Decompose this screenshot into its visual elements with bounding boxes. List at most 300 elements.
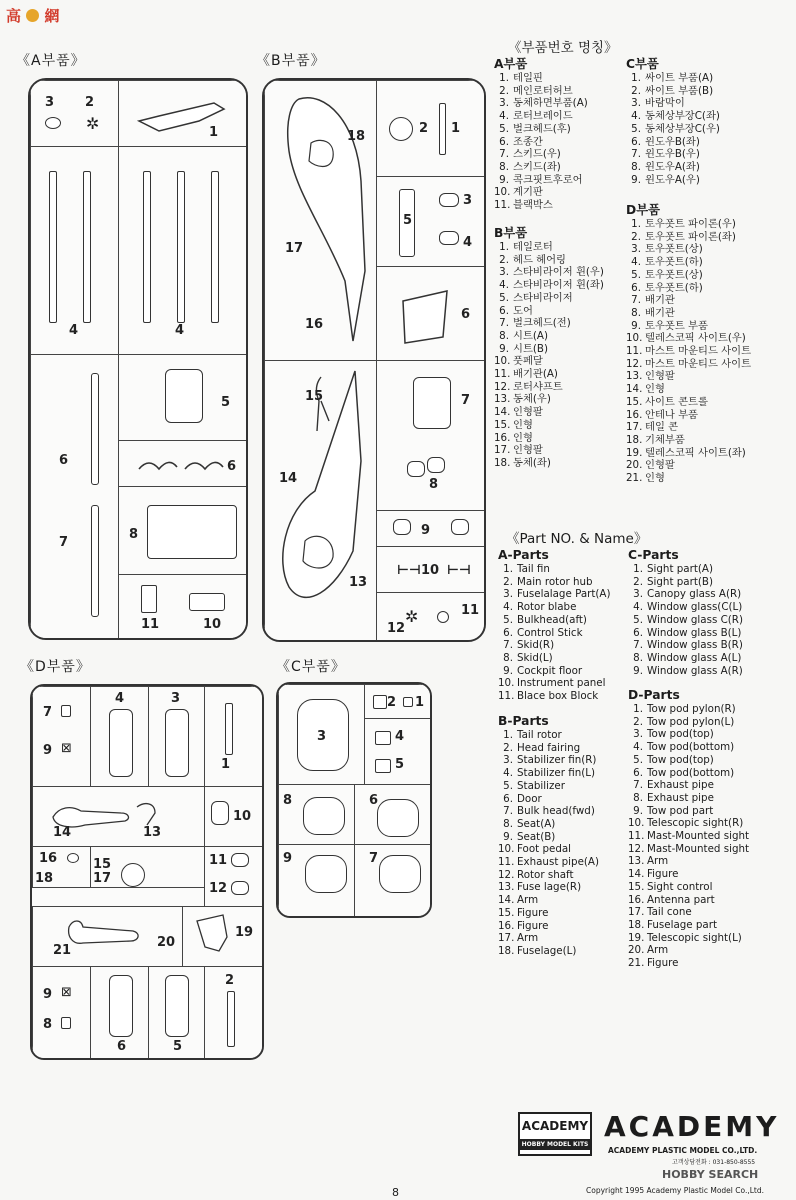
list-item-number: 11. (626, 345, 643, 358)
english-part-item (498, 639, 610, 652)
list-item-number: 3. (499, 266, 509, 279)
list-item-label: Tow pod pylon(R) (647, 703, 736, 715)
telescopic-sight-part (231, 881, 249, 895)
section-c-title: 《C부품》 (276, 659, 346, 675)
list-item-label: Tail fin (517, 563, 550, 575)
tow-pod-part (165, 709, 189, 777)
part-number: 8 (283, 793, 293, 808)
list-item-number: 11. (628, 830, 645, 843)
skid-part (91, 373, 99, 485)
list-item-label: Foot pedal (517, 843, 572, 856)
english-part-item (498, 881, 599, 894)
list-item-number: 1. (631, 218, 641, 230)
list-item-number: 10. (498, 677, 515, 690)
english-part-item (628, 894, 749, 907)
korean-part-item (626, 396, 751, 409)
sprue-b (262, 78, 486, 642)
list-item-number: 6. (503, 626, 513, 639)
list-item-number: 3. (499, 97, 509, 110)
korean-part-item (626, 174, 720, 187)
korean-part-item (626, 307, 751, 320)
english-part-item (628, 843, 749, 856)
korean-part-item (626, 97, 720, 110)
list-item-number: 10. (626, 332, 643, 345)
foot-pedal-part: ⊢⊣ (397, 563, 421, 578)
black-box-part (141, 585, 157, 613)
part-number: 7 (43, 705, 53, 720)
part-number: 3 (45, 95, 55, 110)
part-number: 11 (209, 853, 228, 868)
english-part-item (628, 741, 749, 754)
list-item-label: 메인로터허브 (513, 84, 573, 97)
english-part-item (628, 703, 749, 716)
sprue-b-cell (376, 80, 486, 178)
tow-pod-part (109, 709, 133, 777)
part-number: 10 (203, 617, 222, 632)
list-item-number: 15. (628, 880, 645, 893)
list-item-number: 8. (503, 817, 513, 830)
list-header: A부품 (494, 57, 528, 71)
korean-part-item (626, 136, 720, 149)
list-item-label: 벌크헤드(후) (513, 122, 571, 135)
list-item-number: 11. (498, 690, 515, 703)
list-item-number: 9. (499, 342, 509, 355)
part-number: 10 (421, 563, 440, 578)
sprue-d-cell (32, 966, 92, 1060)
list-item-label: 배기관 (645, 294, 675, 307)
sight-part-a (373, 695, 387, 709)
list-item-number: 21. (628, 957, 645, 970)
list-item-label: Tail rotor (517, 729, 562, 741)
bulkhead-aft-part (165, 369, 203, 423)
list-item-number: 5. (631, 122, 641, 135)
english-part-item (628, 576, 743, 589)
list-item-label: Window glass B(R) (647, 639, 743, 652)
list-item-label: 인형 (645, 383, 665, 396)
korean-part-item (494, 381, 604, 394)
page-number: 8 (392, 1186, 399, 1199)
tow-pod-pylon-part (227, 991, 235, 1047)
hobby-search-text: HOBBY SEARCH (662, 1168, 759, 1181)
part-number: 20 (157, 935, 176, 950)
list-item-label: Arm (647, 855, 669, 868)
list-item-number: 2. (503, 575, 513, 588)
part-number: 1 (221, 757, 231, 772)
list-item-number: 11. (498, 856, 515, 869)
watermark-char: 高 (6, 7, 22, 25)
list-item-number: 11. (494, 199, 511, 212)
antenna-part (67, 853, 79, 863)
list-header: B-Parts (498, 714, 549, 728)
sprue-b-cell (264, 80, 378, 362)
list-item-label: Stabilizer fin(L) (517, 767, 596, 780)
part-number: 2 (387, 695, 397, 710)
korean-part-item (626, 148, 720, 161)
korean-part-item (494, 393, 604, 406)
sprue-a-cell (30, 146, 120, 356)
list-header: D부품 (626, 203, 660, 217)
part-number: 4 (69, 323, 79, 338)
part-number: 15 (93, 857, 112, 872)
sprue-b-cell (264, 360, 378, 642)
list-item-number: 8. (499, 329, 509, 342)
korean-part-item (626, 332, 751, 345)
part-number: 8 (43, 1017, 53, 1032)
list-item-number: 14. (494, 406, 511, 419)
list-item-label: 동체(우) (513, 393, 551, 406)
list-item-label: 인형팔 (645, 370, 675, 383)
sprue-a-cell (118, 146, 248, 356)
tow-pod-part (165, 975, 189, 1037)
list-item-number: 16. (628, 893, 645, 906)
list-item-number: 5. (503, 779, 513, 792)
sprue-b-cell (376, 592, 486, 642)
list-item-number: 13. (626, 370, 643, 383)
list-item-label: 텔레스코픽 사이트(좌) (645, 446, 746, 459)
list-item-number: 18. (626, 433, 643, 446)
list-item-number: 1. (633, 703, 643, 715)
korean-part-item (626, 218, 751, 231)
company-contact: 고객상담전화 : 031-850-8555 (672, 1159, 756, 1166)
part-number: 12 (209, 881, 228, 896)
list-item-label: 로터브레이드 (513, 110, 573, 123)
mast-mounted-sight-part (121, 863, 145, 887)
list-item-number: 9. (631, 173, 641, 186)
cockpit-floor-part (147, 505, 237, 559)
seat-part (407, 461, 425, 477)
korean-part-item (626, 110, 720, 123)
list-item-label: Antenna part (647, 893, 715, 906)
list-item-number: 5. (499, 291, 509, 304)
list-item-label: 토우폿트(하) (645, 256, 703, 269)
korean-part-item (494, 241, 604, 254)
english-part-item (498, 627, 610, 640)
english-part-item (628, 817, 749, 830)
list-item-label: Window glass(C(L) (647, 601, 743, 614)
sight-control-part (211, 801, 229, 825)
list-item-label: Main rotor hub (517, 575, 593, 588)
list-item-label: 텔레스코픽 사이트(우) (645, 332, 746, 345)
bulkhead-part (45, 117, 61, 129)
sprue-c (276, 682, 432, 918)
list-item-number: 6. (631, 135, 641, 148)
academy-big-logo: ACADEMY (604, 1110, 780, 1143)
list-item-label: 테일로터 (513, 241, 553, 253)
english-part-item (498, 690, 610, 703)
list-item-number: 2. (499, 253, 509, 266)
list-item-label: Tow pod(top) (647, 728, 714, 741)
list-item-number: 15. (626, 395, 643, 408)
list-item-number: 14. (498, 894, 515, 907)
list-header: C-Parts (628, 548, 679, 562)
english-part-item (498, 563, 610, 576)
sprue-a-cell (118, 354, 248, 442)
korean-part-item (494, 174, 588, 187)
rotor-blade-part (143, 171, 151, 323)
sprue-d-cell (204, 966, 264, 1060)
company-name: ACADEMY PLASTIC MODEL CO.,LTD. (608, 1146, 758, 1155)
part-number: 8 (129, 527, 139, 542)
list-item-number: 11. (494, 368, 511, 381)
list-item-label: 스타비라이저 휜(좌) (513, 279, 604, 292)
korean-part-item (494, 110, 588, 123)
part-number: 5 (395, 757, 405, 772)
korean-part-item (626, 383, 751, 396)
sprue-d-cell (32, 686, 92, 788)
sprue-d-cell (90, 846, 206, 888)
list-item-number: 16. (498, 919, 515, 932)
list-item-label: 스키드(우) (513, 148, 561, 161)
list-item-label: 배기관(A) (513, 368, 558, 381)
part-number: 7 (59, 535, 69, 550)
sprue-b-cell (376, 546, 486, 594)
korean-part-item (626, 282, 751, 295)
sprue-b-cell (376, 266, 486, 362)
list-item-label: Exhaust pipe (647, 791, 714, 804)
list-item-number: 7. (633, 779, 643, 792)
list-item-label: Fuselage(L) (517, 944, 577, 957)
korean-part-item (626, 231, 751, 244)
list-item-label: Tow pod(bottom) (647, 766, 735, 779)
list-item-label: Seat(B) (517, 830, 556, 843)
list-item-label: 동체하면부품(A) (513, 97, 588, 110)
list-item-number: 21. (626, 472, 643, 485)
english-part-item (498, 932, 599, 945)
list-item-number: 2. (631, 84, 641, 97)
list-item-number: 3. (633, 728, 643, 741)
english-list-d (628, 688, 749, 970)
rotor-blade-part (83, 171, 91, 323)
part-number: 6 (59, 453, 69, 468)
exhaust-pipe-part (61, 705, 71, 717)
part-number: 19 (235, 925, 254, 940)
part-number: 18 (347, 129, 366, 144)
sprue-b-cell (376, 360, 486, 512)
rotor-blade-part (49, 171, 57, 323)
list-item-label: 사이트 콘트롤 (645, 395, 708, 408)
list-item-number: 1. (499, 241, 509, 253)
section-a-title: 《A부품》 (16, 53, 86, 69)
korean-part-item (626, 345, 751, 358)
list-item-number: 17. (498, 932, 515, 945)
sprue-d (30, 684, 264, 1060)
list-item-label: 배기관 (645, 306, 675, 319)
part-number: 3 (171, 691, 181, 706)
sprue-c-cell (364, 718, 432, 786)
part-number: 3 (463, 193, 473, 208)
sprue-d-cell (90, 686, 150, 788)
bulkhead-fwd-part (413, 377, 451, 429)
list-item-label: Stabilizer (517, 779, 565, 792)
list-item-label: Arm (647, 944, 669, 957)
korean-part-item (494, 186, 588, 199)
korean-part-item (494, 136, 588, 149)
list-item-number: 20. (626, 459, 643, 472)
english-part-item (628, 563, 743, 576)
list-item-number: 8. (633, 791, 643, 804)
english-list-title: 《Part NO. & Name》 (506, 531, 648, 547)
english-part-item (498, 588, 610, 601)
part-number: 10 (233, 809, 252, 824)
tail-rotor-part (439, 103, 446, 155)
korean-part-item (494, 292, 604, 305)
list-item-label: 바람막이 (645, 97, 685, 110)
list-item-number: 8. (631, 160, 641, 173)
english-part-item (628, 944, 749, 957)
korean-part-item (626, 409, 751, 422)
part-number: 5 (221, 395, 231, 410)
sprue-a-cell (30, 80, 120, 148)
sprue-a (28, 78, 248, 640)
list-item-number: 8. (499, 160, 509, 173)
list-item-label: 윈도우A(좌) (645, 160, 700, 173)
list-item-number: 6. (499, 135, 509, 148)
list-item-label: Telescopic sight(L) (647, 931, 742, 944)
list-item-label: Mast-Mounted sight (647, 842, 750, 855)
list-item-number: 10. (498, 843, 515, 856)
list-item-number: 17. (494, 444, 511, 457)
part-number: 16 (39, 851, 58, 866)
copyright: Copyright 1995 Academy Plastic Model Co.,Ltd. (586, 1186, 764, 1195)
korean-part-item (494, 305, 604, 318)
list-item-number: 6. (631, 281, 641, 294)
sprue-d-cell (32, 786, 206, 848)
tow-pod-pylon-part (225, 703, 233, 755)
list-item-label: 인형 (513, 418, 533, 431)
list-item-label: 블랙박스 (513, 199, 553, 212)
korean-part-item (494, 148, 588, 161)
academy-small-logo (518, 1112, 592, 1156)
english-part-item (628, 792, 749, 805)
list-item-label: 동체상부장C(우) (645, 122, 720, 135)
list-item-number: 1. (633, 563, 643, 575)
list-item-label: Figure (517, 906, 549, 919)
coin-icon (26, 9, 39, 22)
list-item-number: 18. (628, 918, 645, 931)
list-item-label: Bulkhead(aft) (517, 613, 587, 626)
part-number: 5 (403, 213, 413, 228)
list-item-number: 12. (498, 868, 515, 881)
korean-part-item (626, 421, 751, 434)
part-number: 17 (285, 241, 304, 256)
english-part-item (498, 894, 599, 907)
list-item-number: 6. (633, 766, 643, 779)
english-part-item (498, 614, 610, 627)
english-part-item (498, 843, 599, 856)
list-item-label: Bulk head(fwd) (517, 805, 595, 818)
head-fairing-part (389, 117, 413, 141)
instrument-panel-part (189, 593, 225, 611)
list-item-label: 도어 (513, 304, 533, 317)
list-item-label: Window glass A(R) (647, 664, 743, 677)
english-part-item (498, 780, 599, 793)
list-item-label: 마스트 마운티드 사이트 (645, 345, 752, 358)
star-part: ✲ (86, 114, 100, 133)
sprue-c-cell (354, 844, 432, 918)
list-item-label: 스타비라이저 휜(우) (513, 266, 604, 279)
part-number: 14 (279, 471, 298, 486)
list-item-number: 19. (628, 931, 645, 944)
list-item-label: Mast-Mounted sight (647, 830, 750, 843)
list-item-number: 5. (631, 268, 641, 281)
english-part-item (628, 639, 743, 652)
list-item-number: 6. (633, 626, 643, 639)
list-item-number: 4. (503, 601, 513, 614)
list-item-label: Figure (517, 919, 549, 932)
korean-part-item (494, 123, 588, 136)
part-number: 2 (225, 973, 235, 988)
korean-part-item (494, 279, 604, 292)
list-item-number: 12. (628, 842, 645, 855)
list-item-number: 4. (633, 741, 643, 754)
list-item-number: 5. (633, 753, 643, 766)
english-part-item (628, 767, 749, 780)
list-item-label: 인형 (645, 472, 665, 485)
list-item-number: 3. (633, 588, 643, 601)
part-number: 4 (395, 729, 405, 744)
list-item-label: Sight part(A) (647, 563, 713, 575)
korean-part-item (626, 269, 751, 282)
part-number: 1 (415, 695, 425, 710)
list-item-label: Blace box Block (517, 690, 599, 703)
list-item-number: 8. (631, 306, 641, 319)
list-item-label: Tow pod(bottom) (647, 741, 735, 754)
korean-list-a (494, 57, 588, 212)
round-part (437, 611, 449, 623)
part-number: 5 (173, 1039, 183, 1054)
english-part-item (628, 728, 749, 741)
sprue-a-cell (118, 574, 248, 640)
korean-list-b (494, 226, 604, 470)
english-part-item (498, 907, 599, 920)
english-part-item (628, 627, 743, 640)
korean-part-item (494, 254, 604, 267)
list-item-label: 싸이트 부품(A) (645, 72, 714, 84)
korean-part-item (494, 330, 604, 343)
list-item-number: 1. (503, 563, 513, 575)
list-item-label: Canopy glass A(R) (647, 588, 742, 601)
list-item-number: 3. (631, 97, 641, 110)
list-item-label: Window glass C(R) (647, 613, 743, 626)
english-part-item (628, 614, 743, 627)
english-part-item (498, 767, 599, 780)
english-part-item (498, 805, 599, 818)
list-item-number: 3. (503, 588, 513, 601)
skid-part (91, 505, 99, 617)
part-number: 9 (421, 523, 431, 538)
tow-pod-part-icon: ⊠ (61, 985, 72, 1000)
sprue-b-cell (376, 176, 486, 268)
english-part-item (628, 805, 749, 818)
korean-part-item (494, 343, 604, 356)
english-part-item (498, 665, 610, 678)
list-item-label: 토우폿트 파이론(우) (645, 218, 736, 230)
list-item-label: 인형팔 (513, 444, 543, 457)
list-item-label: Cockpit floor (517, 664, 583, 677)
section-b-title: 《B부품》 (256, 53, 326, 69)
list-item-label: Window glass A(L) (647, 651, 742, 664)
exhaust-pipe-part (61, 1017, 71, 1029)
korean-part-item (626, 320, 751, 333)
list-item-number: 4. (499, 279, 509, 292)
sprue-d-cell (204, 846, 264, 908)
list-item-label: Control Stick (517, 626, 583, 639)
list-item-number: 7. (499, 148, 509, 161)
korean-part-item (494, 85, 588, 98)
list-item-label: Tow pod part (647, 804, 714, 817)
list-item-label: 인형 (513, 431, 533, 444)
sight-part-b (403, 697, 413, 707)
